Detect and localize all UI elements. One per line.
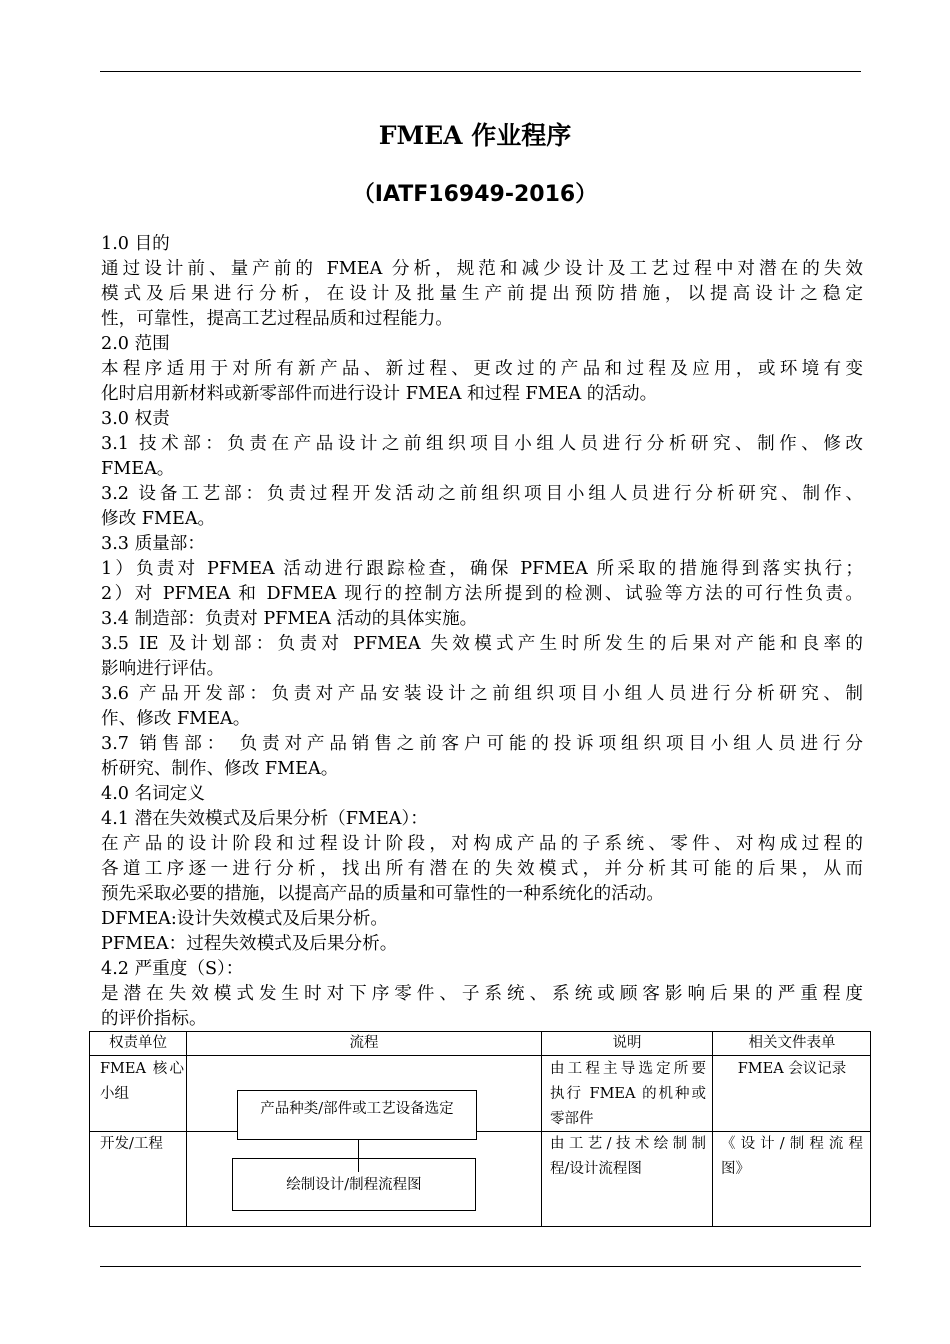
header-docs: 相关文件表单: [748, 1035, 836, 1051]
header-note: 说明: [612, 1035, 642, 1051]
header-unit: 权责单位: [109, 1035, 167, 1051]
flow-box-draw: 绘制设计/制程流程图: [232, 1158, 476, 1211]
row1-docs-line: FMEA 会议记录: [737, 1061, 847, 1077]
header-rule: [100, 71, 861, 72]
row1-unit: [100, 1057, 184, 1107]
body-line: 4.2 严重度（S）：: [101, 959, 244, 979]
row2-docs-line: 图》: [721, 1161, 750, 1177]
body-line: 3.3 质量部：: [101, 534, 205, 554]
body-line: 各道工序逐一进行分析，找出所有潜在的失效模式，并分析其可能的后果，从而: [101, 859, 863, 879]
body-line: 是潜在失效模式发生时对下序零件、子系统、系统或顾客影响后果的严重程度: [101, 984, 863, 1004]
body-line: 1）负责对 PFMEA 活动进行跟踪检查，确保 PFMEA 所采取的措施得到落实执行；: [101, 559, 863, 579]
row2-docs-line: 《设计/制程流程: [721, 1136, 863, 1152]
body-line: 2.0 范围: [101, 334, 170, 354]
body-line: 影响进行评估。: [101, 659, 225, 679]
body-line: 3.7 销售部： 负责对产品销售之前客户可能的投诉项组织项目小组人员进行分: [101, 734, 863, 754]
document-subtitle: （IATF16949-2016）: [352, 182, 598, 207]
body-line: 4.0 名词定义: [101, 784, 205, 804]
body-line: 修改 FMEA。: [101, 509, 216, 529]
body-line: 3.4 制造部：负责对 PFMEA 活动的具体实施。: [101, 609, 478, 629]
body-line: 3.6 产品开发部：负责对产品安装设计之前组织项目小组人员进行分析研究、制: [101, 684, 863, 704]
row1-note-line: 由工程主导选定所要: [550, 1061, 706, 1077]
body-line: 化时启用新材料或新零部件而进行设计 FMEA 和过程 FMEA 的活动。: [101, 384, 658, 404]
flow-arrow-tail: [358, 1158, 359, 1172]
body-line: 模式及后果进行分析，在设计及批量生产前提出预防措施，以提高设计之稳定: [101, 284, 863, 304]
body-line: 4.1 潜在失效模式及后果分析（FMEA）：: [101, 809, 428, 829]
body-line: 3.0 权责: [101, 409, 170, 429]
body-line: DFMEA:设计失效模式及后果分析。: [101, 909, 388, 929]
document-body: [101, 232, 863, 1032]
row1-docs: [713, 1057, 871, 1082]
table-column-divider: [541, 1032, 542, 1226]
header-flow: 流程: [349, 1035, 379, 1051]
row2-note-line: 程/设计流程图: [550, 1161, 642, 1177]
row2-unit: [100, 1132, 184, 1157]
body-line: 作、修改 FMEA。: [101, 709, 251, 729]
footer-rule: [100, 1266, 861, 1267]
flow-box-select: 产品种类/部件或工艺设备选定: [237, 1090, 477, 1140]
body-line: 3.1 技术部：负责在产品设计之前组织项目小组人员进行分析研究、制作、修改: [101, 434, 863, 454]
row2-note: [550, 1132, 706, 1182]
body-line: 3.5 IE 及计划部：负责对 PFMEA 失效模式产生时所发生的后果对产能和良率的: [101, 634, 863, 654]
body-line: 3.2 设备工艺部：负责过程开发活动之前组织项目小组人员进行分析研究、制作、: [101, 484, 863, 504]
row1-unit-line: FMEA 核心: [100, 1061, 184, 1077]
body-line: 本程序适用于对所有新产品、新过程、更改过的产品和过程及应用，或环境有变: [101, 359, 863, 379]
body-line: 析研究、制作、修改 FMEA。: [101, 759, 339, 779]
row1-note-line: 零部件: [550, 1111, 594, 1127]
process-table: [89, 1031, 871, 1227]
row1-note-line: 执行 FMEA 的机种或: [550, 1086, 706, 1102]
body-line: 通过设计前、量产前的 FMEA 分析，规范和减少设计及工艺过程中对潜在的失效: [101, 259, 863, 279]
row1-unit-line: 小组: [100, 1086, 129, 1102]
body-line: 性，可靠性，提高工艺过程品质和过程能力。: [101, 309, 453, 329]
body-line: PFMEA：过程失效模式及后果分析。: [101, 934, 398, 954]
row2-docs: [721, 1132, 863, 1182]
document-title: FMEA 作业程序: [378, 121, 572, 150]
flow-arrow: [358, 1140, 359, 1158]
row2-unit-line: 开发/工程: [100, 1136, 163, 1152]
body-line: 预先采取必要的措施，以提高产品的质量和可靠性的一种系统化的活动。: [101, 884, 665, 904]
body-line: 在产品的设计阶段和过程设计阶段，对构成产品的子系统、零件、对构成过程的: [101, 834, 863, 854]
body-line: 1.0 目的: [101, 234, 170, 254]
row1-note: [550, 1057, 706, 1132]
table-column-divider: [186, 1032, 187, 1226]
body-line: 的评价指标。: [101, 1009, 207, 1029]
row2-note-line: 由工艺/技术绘制制: [550, 1136, 706, 1152]
body-line: 2）对 PFMEA 和 DFMEA 现行的控制方法所提到的检测、试验等方法的可行性负责。: [101, 584, 863, 604]
body-line: FMEA。: [101, 459, 175, 479]
